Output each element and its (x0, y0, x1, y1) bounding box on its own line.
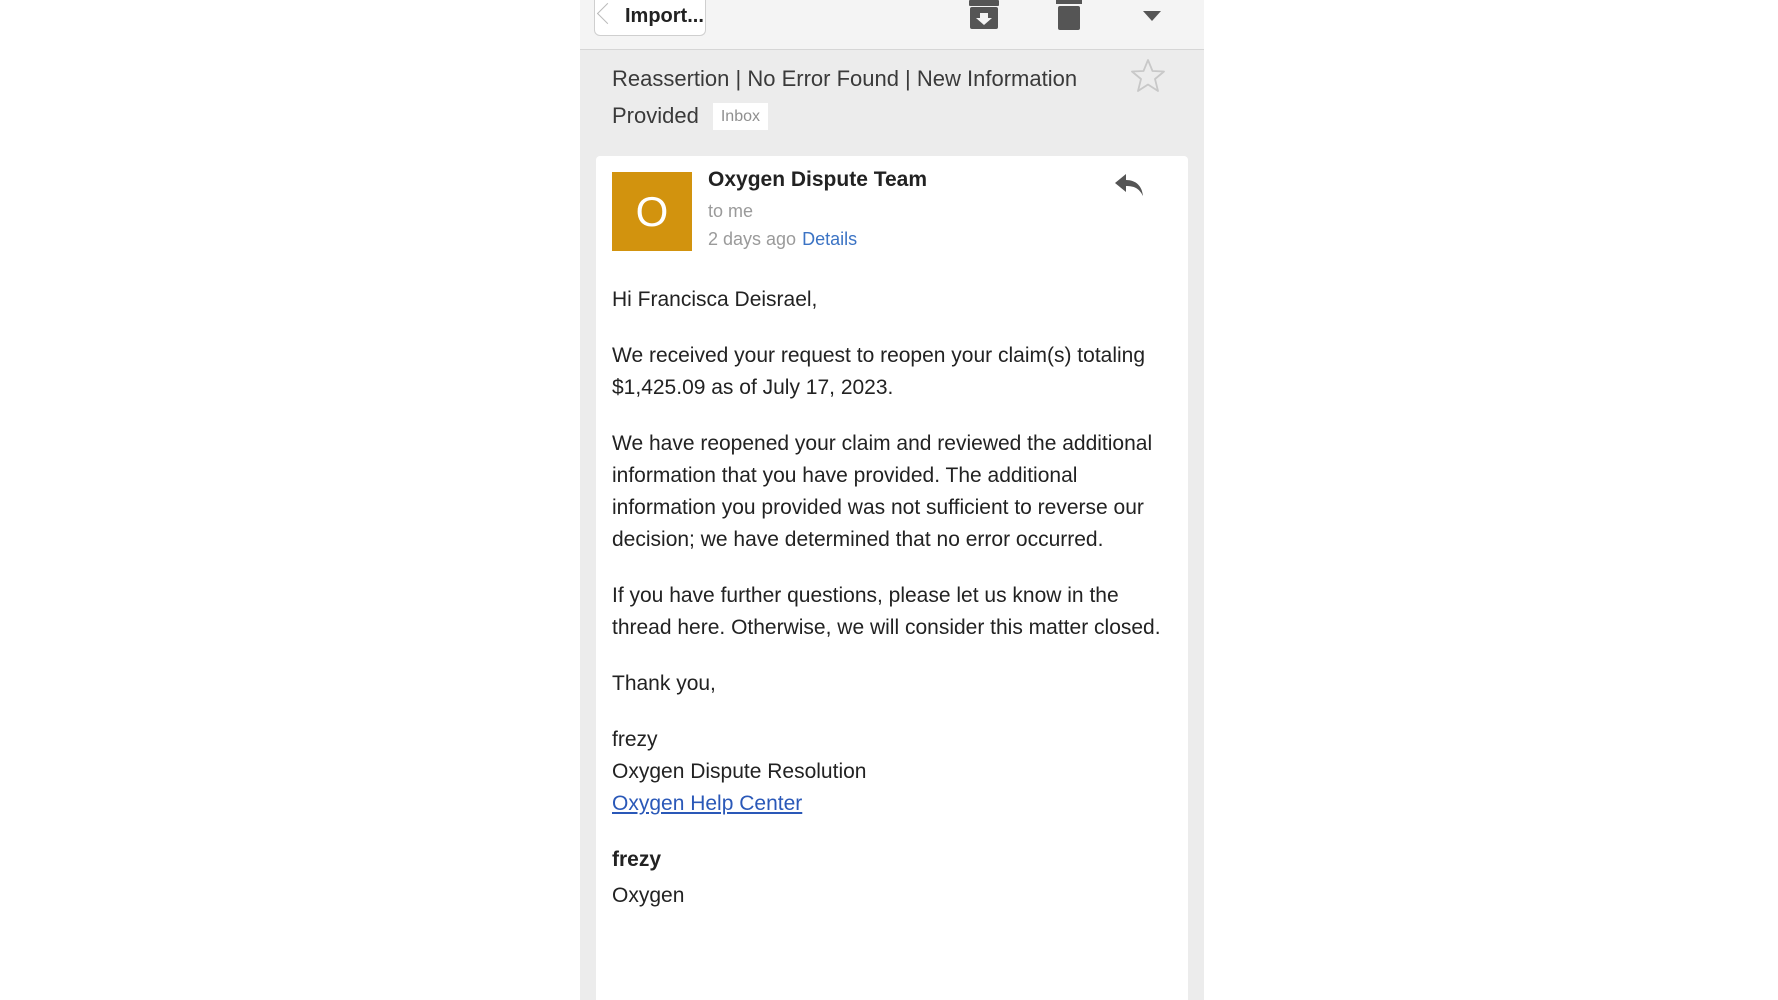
paragraph-3: If you have further questions, please let us know in the thread here. Otherwise, we will consider this matter closed. (612, 584, 1161, 639)
message-time: 2 days ago (708, 229, 797, 249)
inbox-badge[interactable]: Inbox (713, 103, 768, 130)
back-button-label: Import... (625, 5, 704, 27)
trash-icon[interactable] (1056, 0, 1082, 30)
details-link[interactable]: Details (802, 229, 858, 249)
avatar: O (612, 172, 692, 251)
reply-icon[interactable] (1113, 172, 1145, 198)
subject-text: Reassertion | No Error Found | New Information Provided (612, 66, 1078, 128)
help-center-link[interactable]: Oxygen Help Center (612, 792, 803, 815)
chevron-left-icon (597, 3, 618, 24)
paragraph-1: We received your request to reopen your claim(s) totaling $1,425.09 as of July 17, 2023. (612, 344, 1146, 399)
chevron-down-icon[interactable] (1142, 10, 1162, 22)
message-meta (708, 229, 857, 250)
sender-name: Oxygen Dispute Team (708, 168, 928, 191)
closing: Thank you, (612, 672, 716, 695)
back-button[interactable] (594, 0, 706, 36)
toolbar (580, 0, 1204, 50)
footer-name: frezy (612, 848, 662, 871)
greeting: Hi Francisca Deisrael, (612, 288, 818, 311)
subject-line (612, 60, 1092, 134)
signature (612, 724, 1172, 820)
star-icon[interactable] (1129, 57, 1167, 95)
paragraph-2: We have reopened your claim and reviewed the additional information that you have provided. The additional information you provided was not sufficient to reverse our decision; we have determined that no error occurred. (612, 432, 1153, 551)
archive-icon[interactable] (968, 0, 1000, 30)
recipient-line: to me (708, 201, 754, 221)
mail-app (580, 0, 1204, 1000)
signature-name: frezy (612, 728, 658, 751)
message-body (612, 284, 1172, 912)
message-card (596, 156, 1188, 1000)
footer-org: Oxygen (612, 884, 685, 907)
signature-org: Oxygen Dispute Resolution (612, 760, 867, 783)
